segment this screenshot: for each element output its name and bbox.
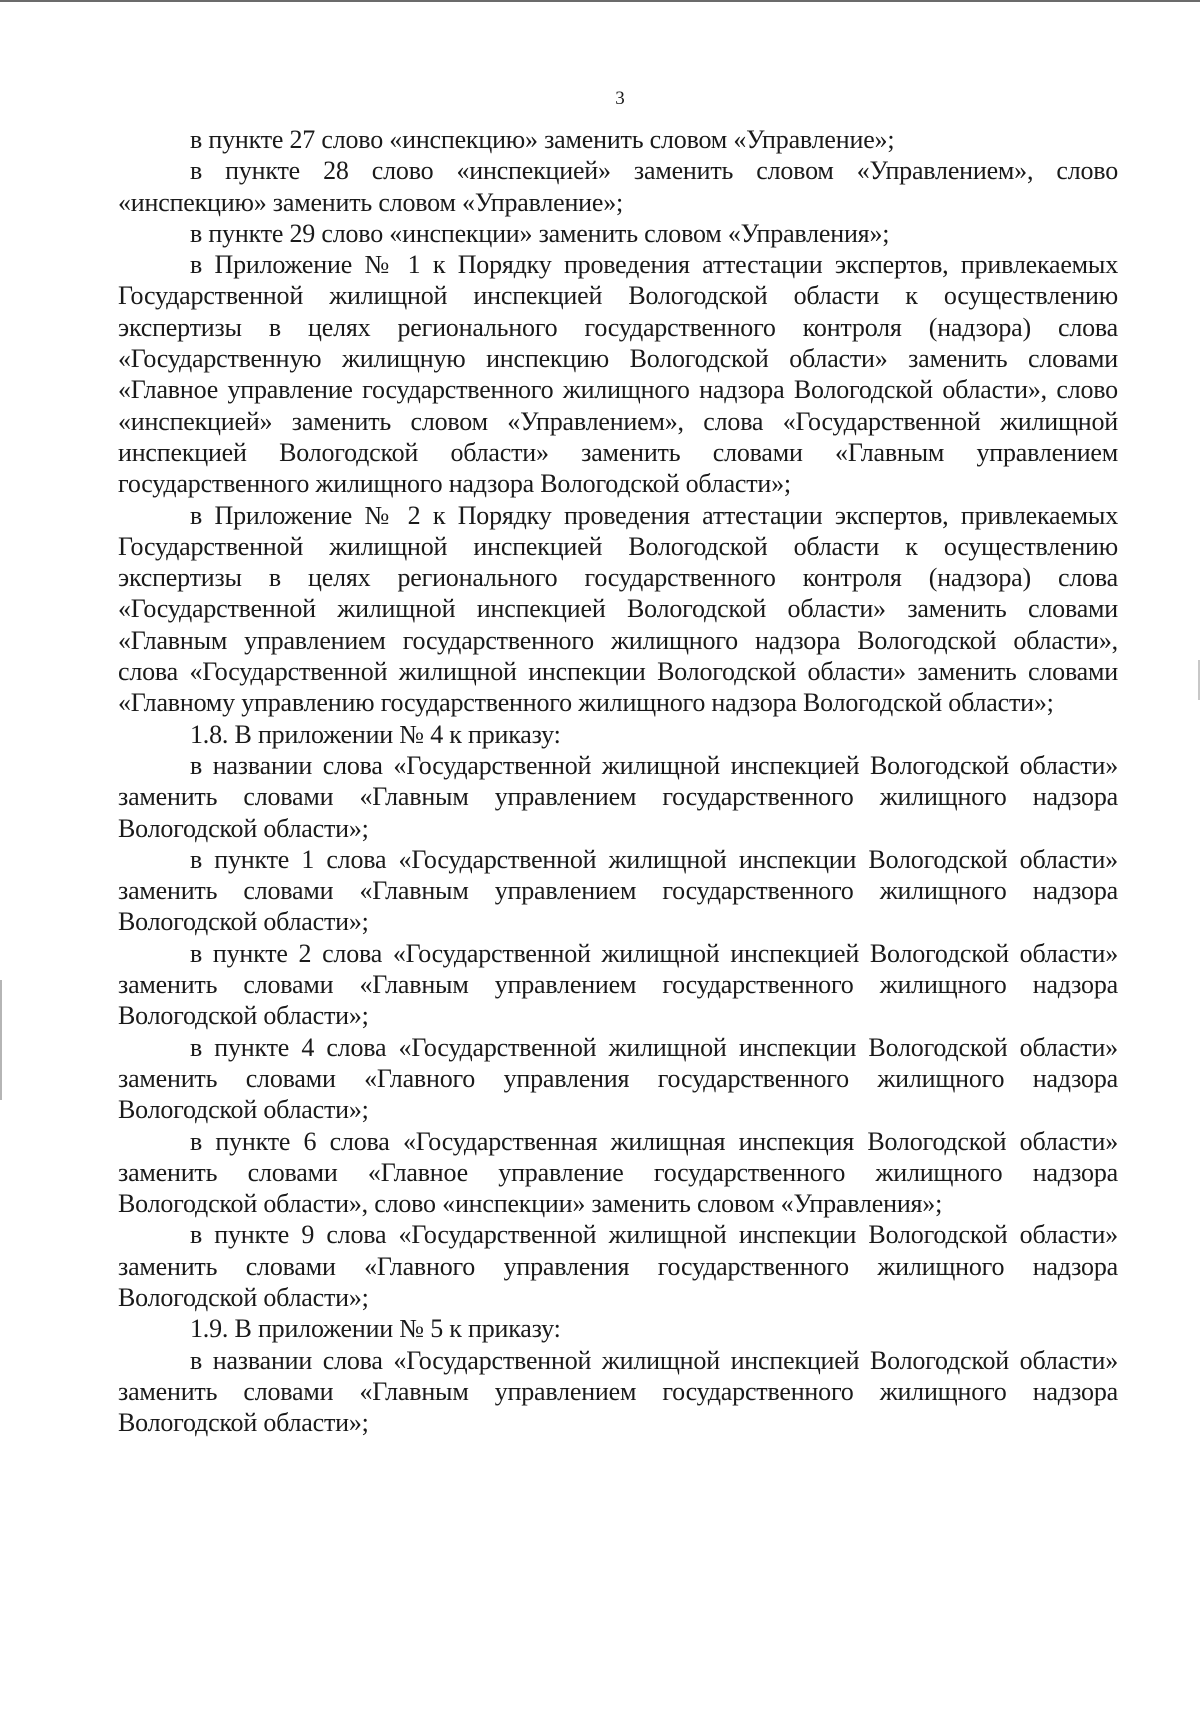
scan-border-top: [0, 0, 1200, 2]
paragraph-item-27: в пункте 27 слово «инспекцию» заменить словом «Управление»;: [190, 125, 895, 154]
section-heading-1-9: 1.9. В приложении № 5 к приказу:: [190, 1314, 561, 1344]
paragraph-item-4: в пункте 4 слова «Государственной жилищной инспекции Вологодской области» заменить словами «Главного управления государственного жилищного надзора Вологодской области»;: [118, 1032, 1118, 1125]
paragraph-item-6: в пункте 6 слова «Государственная жилищная инспекция Вологодской области» заменить словами «Главное управление государственного жилищного надзора Вологодской области», слово «инспекции» заменить словом «Управления»;: [118, 1126, 1118, 1219]
paragraph-item-29: в пункте 29 слово «инспекции» заменить словом «Управления»;: [190, 218, 890, 248]
paragraph-item-28: в пункте 28 слово «инспекцией» заменить словом «Управлением», слово «инспекцию» заменить словом «Управление»;: [118, 156, 1118, 217]
paragraph-title-change-4: в названии слова «Государственной жилищной инспекцией Вологодской области» заменить словами «Главным управлением государственного жилищного надзора Вологодской области»;: [118, 750, 1118, 843]
paragraph-appendix-2: в Приложение № 2 к Порядку проведения аттестации экспертов, привлекаемых Государственной жилищной инспекцией Вологодской области к осуществлению экспертизы в целях регионального государственного контроля (надзора) слова «Государственной жилищной инспекцией Вологодской области» заменить словами «Главным управлением государственного жилищного надзора Вологодской области», слова «Государственной жилищной инспекции Вологодской области» заменить словами «Главному управлению государственного жилищного надзора Вологодской области»;: [118, 500, 1118, 718]
document-body: [118, 124, 1118, 1438]
section-heading-1-8: 1.8. В приложении № 4 к приказу:: [190, 719, 561, 749]
page-number: 3: [615, 88, 625, 109]
paragraph-item-2: в пункте 2 слова «Государственной жилищной инспекцией Вологодской области» заменить словами «Главным управлением государственного жилищного надзора Вологодской области»;: [118, 938, 1118, 1031]
paragraph-item-1: в пункте 1 слова «Государственной жилищной инспекции Вологодской области» заменить словами «Главным управлением государственного жилищного надзора Вологодской области»;: [118, 844, 1118, 937]
paragraph-title-change-5: в названии слова «Государственной жилищной инспекцией Вологодской области» заменить словами «Главным управлением государственного жилищного надзора Вологодской области»;: [118, 1345, 1118, 1438]
scan-artifact-left: [0, 980, 2, 1100]
paragraph-appendix-1: в Приложение № 1 к Порядку проведения аттестации экспертов, привлекаемых Государственной жилищной инспекцией Вологодской области к осуществлению экспертизы в целях регионального государственного контроля (надзора) слова «Государственную жилищную инспекцию Вологодской области» заменить словами «Главное управление государственного жилищного надзора Вологодской области», слово «инспекцией» заменить словом «Управлением», слова «Государственной жилищной инспекцией Вологодской области» заменить словами «Главным управлением государственного жилищного надзора Вологодской области»;: [118, 250, 1118, 499]
paragraph-item-9: в пункте 9 слова «Государственной жилищной инспекции Вологодской области» заменить словами «Главного управления государственного жилищного надзора Вологодской области»;: [118, 1220, 1118, 1312]
